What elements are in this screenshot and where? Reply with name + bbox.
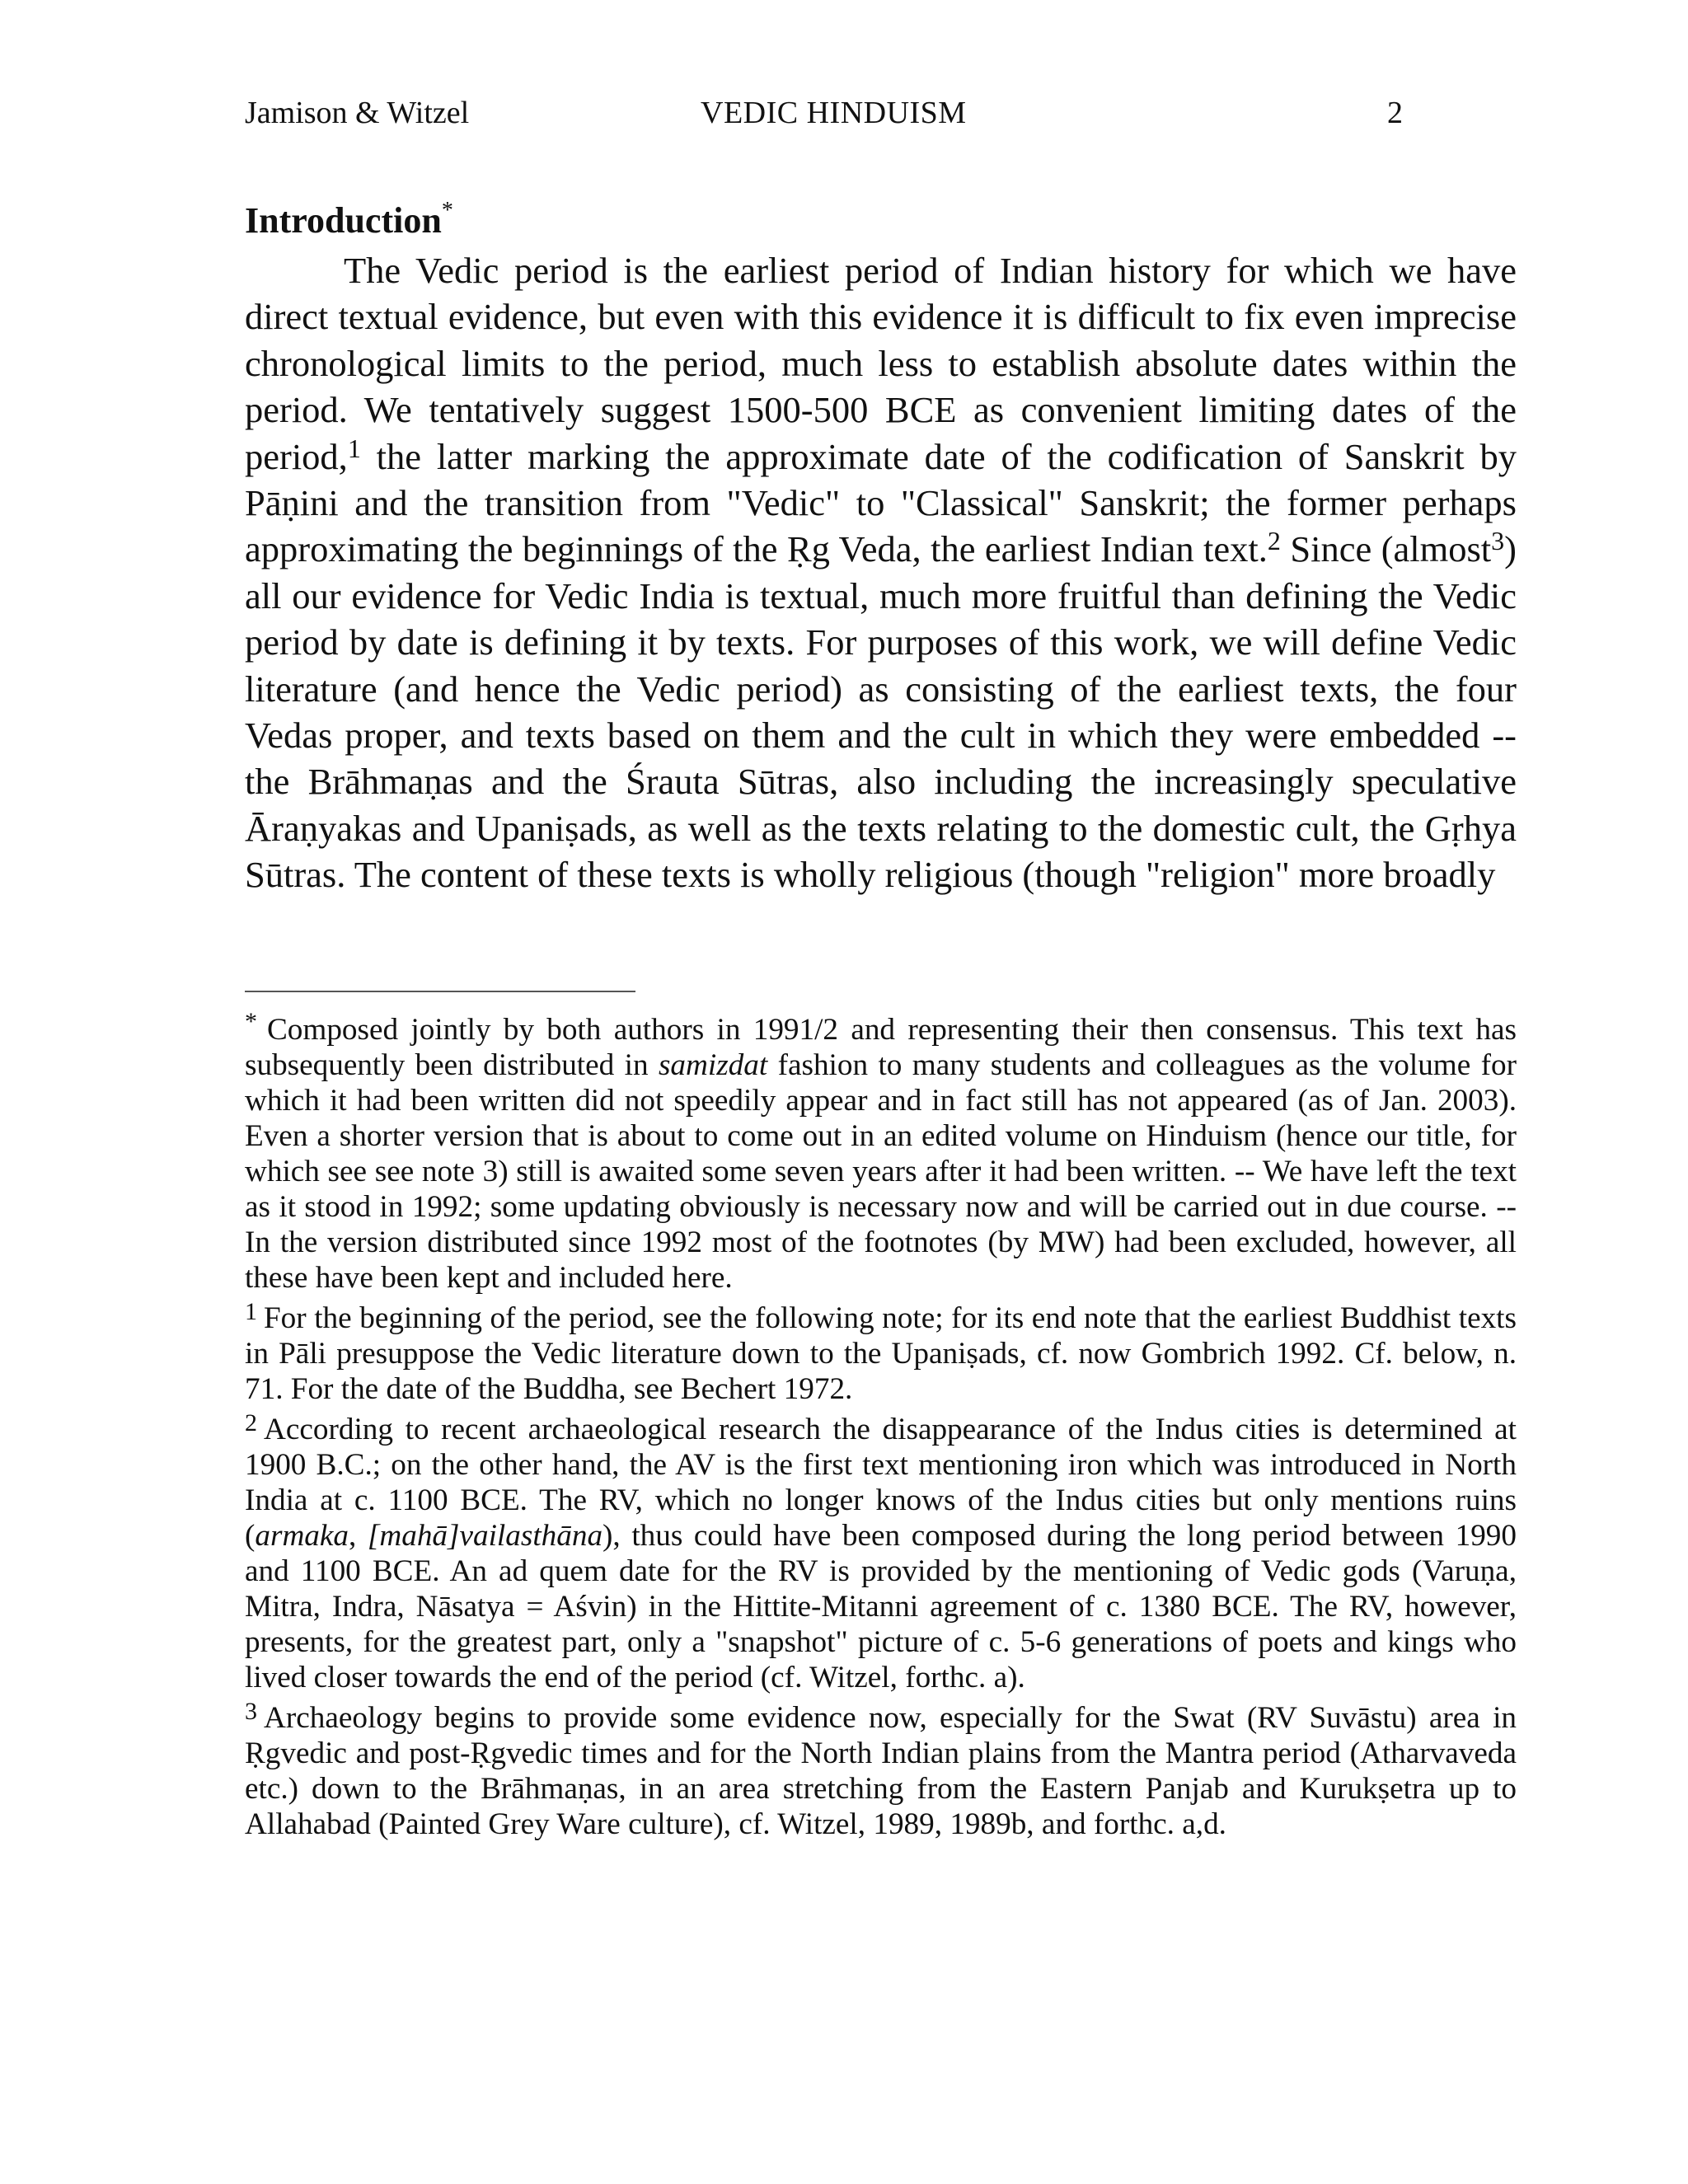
footnote-ref: 3 [1491, 526, 1505, 556]
body-text-part: Since (almost [1280, 528, 1492, 570]
body-text-part: the latter marking the approximate date of the codification of Sanskrit by Pāṇini and the transition from "Vedic" to "Classical" Sanskrit; the former perhaps approximating the beginnings of the Ṛg Veda, the earliest Indian text. [245, 435, 1517, 570]
footnote-mark: 1 [245, 1298, 257, 1325]
footnote-italic: armaka [255, 1519, 349, 1553]
document-page [245, 0, 1517, 2184]
section-heading-text: Introduction [245, 200, 442, 241]
heading-footnote-mark: * [441, 198, 453, 223]
running-header [245, 92, 1415, 134]
footnote-italic: samizdat [658, 1048, 768, 1082]
footnotes-block [245, 1008, 1517, 1847]
footnote-text: ), thus could have been composed during the long period between 1990 and 1100 BCE. An ad quem date for the RV is provided by the mentioning of Vedic gods (Varuṇa, Mitra, Indra, Nāsatya = Aśvin) in the Hittite-Mitanni agreement of c. 1380 BCE. The RV, however, presents, for the greatest part, only a "snapshot" picture of c. 5-6 generations of poets and kings who lived closer towards the end of the period (cf. Witzel, forthc. a). [245, 1519, 1517, 1694]
footnote-text: For the beginning of the period, see the following note; for its end note that the earliest Buddhist texts in Pāli presuppose the Vedic literature down to the Upaniṣads, cf. now Gombrich 1992. Cf. below, n. 71. For the date of the Buddha, see Bechert 1972. [245, 1301, 1517, 1406]
footnote-italic: [mahā]vailasthāna [367, 1519, 603, 1553]
body-paragraph [245, 247, 1517, 898]
footnote-2 [245, 1409, 1517, 1695]
footnote-divider [245, 991, 635, 992]
footnote-text: Composed jointly by both authors in 1991/2 and representing their then consensus. This text has subsequently been distributed in [245, 1013, 1517, 1082]
footnote-mark: 2 [245, 1409, 257, 1436]
footnote-mark: * [245, 1008, 257, 1035]
header-title: VEDIC HINDUISM [701, 96, 967, 130]
footnote-star [245, 1008, 1517, 1296]
footnote-text: According to recent archaeological research the disappearance of the Indus cities is determined at 1900 B.C.; on the other hand, the AV is the first text mentioning iron which was introduced in North India at c. 1100 BCE. The RV, which no longer knows of the Indus cities but only mentions ruins ( [245, 1413, 1517, 1553]
footnote-text: fashion to many students and colleagues as the volume for which it had been written did not speedily appear and in fact still has not appeared (as of Jan. 2003). Even a shorter version that is about to come out in an edited volume on Hinduism (hence our title, for which see see note 3) still is awaited some seven years after it had been written. -- We have left the text as it stood in 1992; some updating obviously is necessary now and will be carried out in due course. -- In the version distributed since 1992 most of the footnotes (by MW) had been excluded, however, all these have been kept and included here. [245, 1048, 1517, 1295]
footnote-3 [245, 1700, 1517, 1842]
header-authors: Jamison & Witzel [245, 96, 470, 130]
footnote-ref: 2 [1267, 526, 1281, 556]
section-heading [245, 196, 453, 246]
body-text-part: The Vedic period is the earliest period of Indian history for which we have direct textual evidence, but even with this evidence it is difficult to fix even imprecise chronological limits to the period, much less to establish absolute dates within the period. We tentatively suggest 1500-500 BCE as convenient limiting dates of the period, [245, 250, 1517, 477]
footnote-separator: , [349, 1519, 368, 1553]
footnote-ref: 1 [347, 433, 361, 463]
body-text-part: ) all our evidence for Vedic India is textual, much more fruitful than defining the Vedic period by date is defining it by texts. For purposes of this work, we will define Vedic literature (and hence the Vedic period) as consisting of the earliest texts, the four Vedas proper, and texts based on them and the cult in which they were embedded -- the Brāhmaṇas and the Śrauta Sūtras, also including the increasingly speculative Āraṇyakas and Upaniṣads, as well as the texts relating to the domestic cult, the Gṛhya Sūtras. The content of these texts is wholly religious (though "religion" more broadly [245, 528, 1517, 896]
footnote-text: Archaeology begins to provide some evidence now, especially for the Swat (RV Suvāstu) area in Ṛgvedic and post-Ṛgvedic times and for the North Indian plains from the Mantra period (Atharvaveda etc.) down to the Brāhmaṇas, in an area stretching from the Eastern Panjab and Kurukṣetra up to Allahabad (Painted Grey Ware culture), cf. Witzel, 1989, 1989b, and forthc. a,d. [245, 1701, 1517, 1841]
page-number: 2 [1387, 96, 1403, 130]
footnote-mark: 3 [245, 1698, 257, 1725]
footnote-1 [245, 1298, 1517, 1407]
